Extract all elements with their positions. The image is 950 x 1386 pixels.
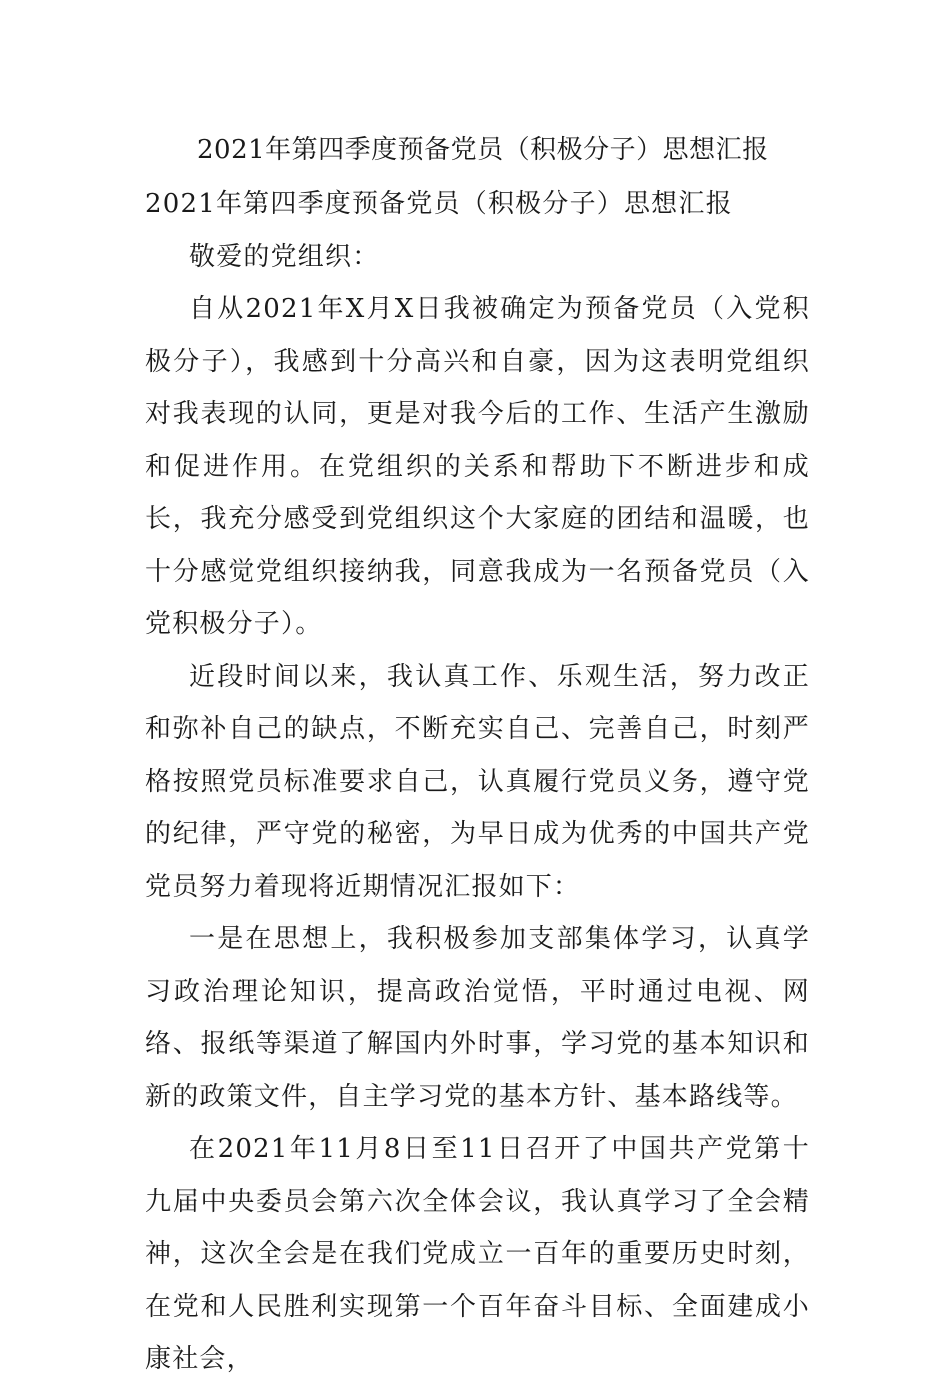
document-title: 2021年第四季度预备党员（积极分子）思想汇报: [197, 135, 769, 165]
document-body: [145, 178, 810, 1386]
document-subtitle: 2021年第四季度预备党员（积极分子）思想汇报: [145, 189, 733, 219]
salutation: 敬爱的党组织：: [189, 241, 380, 272]
paragraph: 一是在思想上，我积极参加支部集体学习，认真学习政治理论知识，提高政治觉悟，平时通过电视、网络、报纸等渠道了解国内外时事，学习党的基本知识和新的政策文件，自主学习党的基本方针、基本路线等。: [145, 924, 810, 1112]
paragraph: 在2021年11月8日至11日召开了中国共产党第十九届中央委员会第六次全体会议，我认真学习了全会精神，这次全会是在我们党成立一百年的重要历史时刻，在党和人民胜利实现第一个百年奋斗目标、全面建成小康社会，: [145, 1134, 810, 1374]
paragraph: 近段时间以来，我认真工作、乐观生活，努力改正和弥补自己的缺点，不断充实自己、完善自己，时刻严格按照党员标准要求自己，认真履行党员义务，遵守党的纪律，严守党的秘密，为早日成为优秀的中国共产党党员努力着现将近期情况汇报如下：: [145, 661, 810, 902]
paragraph: 自从2021年X月X日我被确定为预备党员（入党积极分子），我感到十分高兴和自豪，因为这表明党组织对我表现的认同，更是对我今后的工作、生活产生激励和促进作用。在党组织的关系和帮助下不断进步和成长，我充分感受到党组织这个大家庭的团结和温暖，也十分感觉党组织接纳我，同意我成为一名预备党员（入党积极分子）。: [145, 294, 810, 639]
